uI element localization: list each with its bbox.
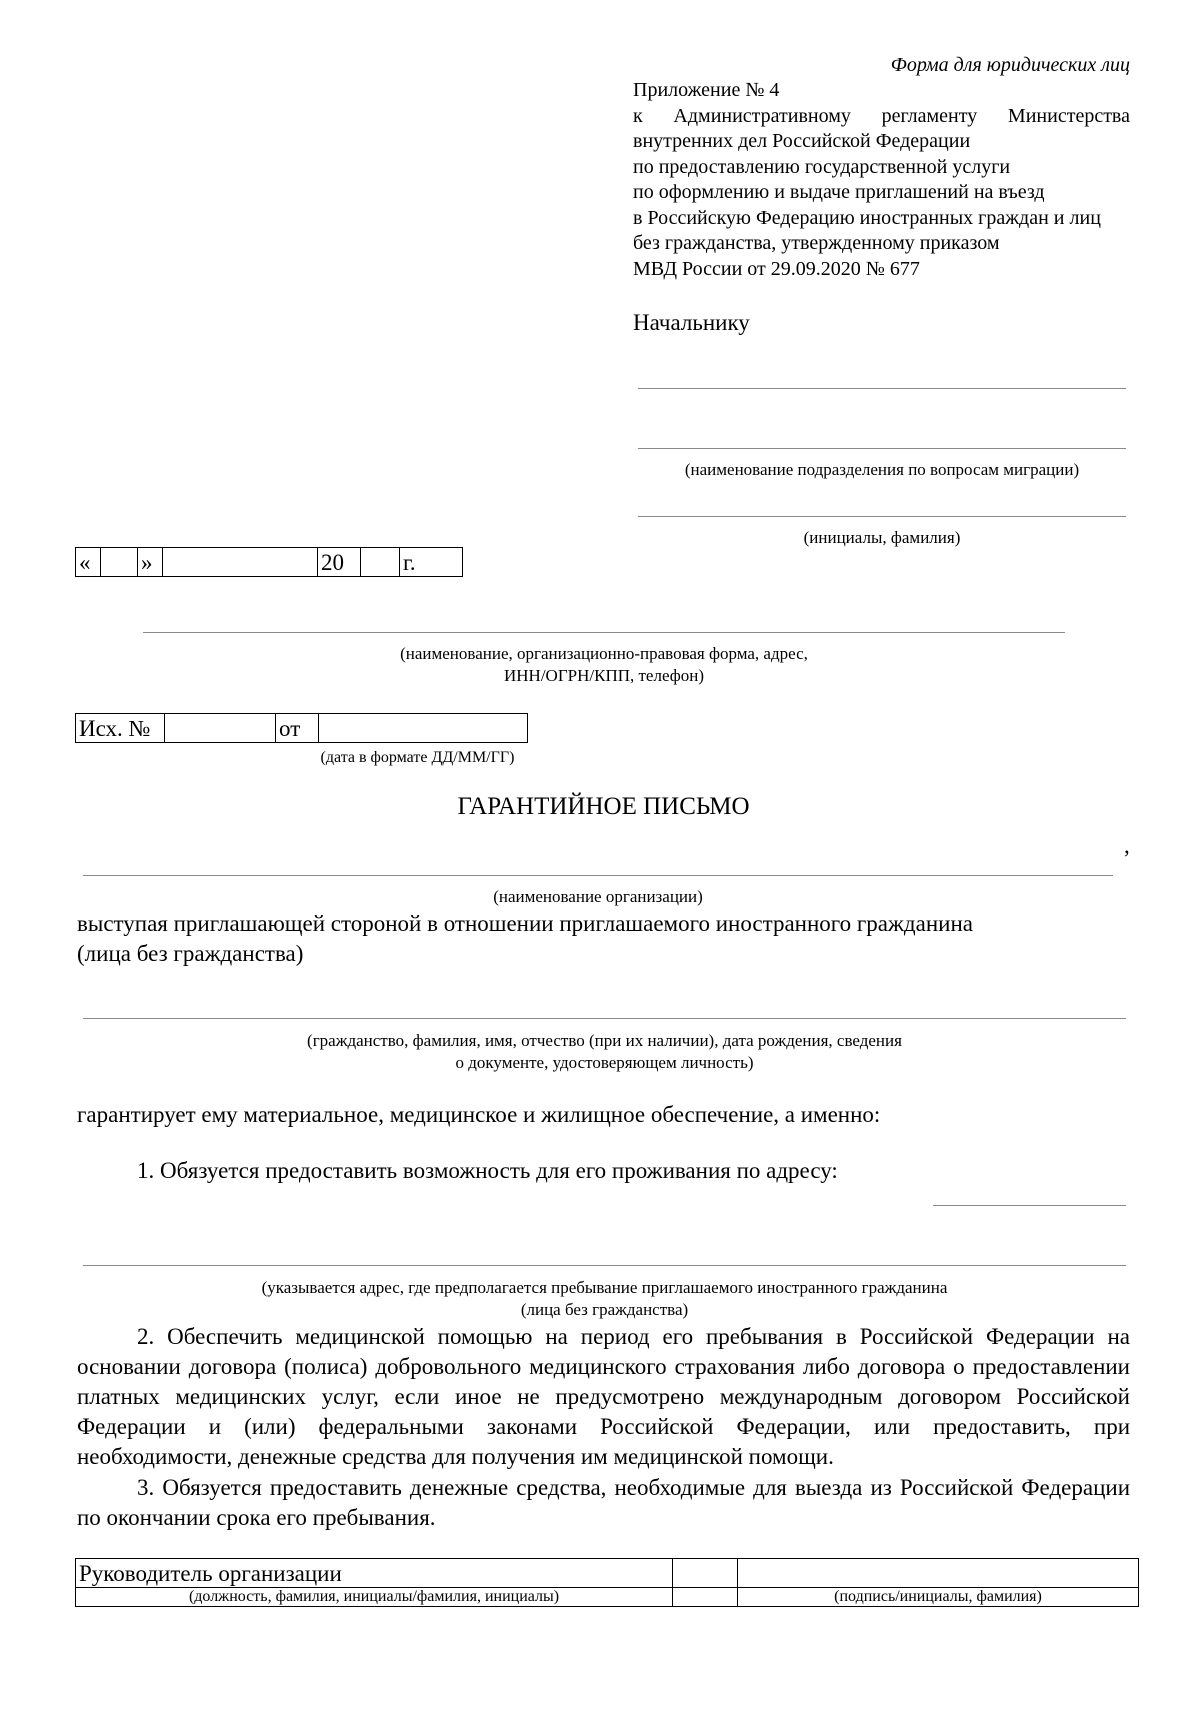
signature-table: [75, 1558, 1139, 1607]
date-table: [75, 547, 463, 577]
appendix-line: внутренних дел Российской Федерации: [633, 130, 971, 152]
appendix-line: в Российскую Федерацию иностранных граждан и лиц: [633, 206, 1101, 229]
document-title: ГАРАНТИЙНОЕ ПИСЬМО: [457, 793, 750, 820]
outgoing-table: [75, 713, 528, 743]
signature-field[interactable]: [738, 1559, 1139, 1588]
form-type-label: Форма для юридических лиц: [890, 54, 1130, 76]
date-close-quote: »: [138, 548, 163, 577]
appendix-line: по оформлению и выдаче приглашений на въезд: [633, 181, 1045, 203]
outgoing-number-field[interactable]: [165, 714, 276, 743]
addressee-line-1[interactable]: [638, 388, 1126, 389]
caption-initials-surname: (инициалы, фамилия): [803, 528, 961, 547]
caption-org-details-line: (наименование, организационно-правовая форма, адрес,: [400, 644, 808, 663]
date-month-field[interactable]: [163, 548, 318, 577]
host-paragraph-line: выступая приглашающей стороной в отношении приглашаемого иностранного гражданина: [77, 911, 973, 936]
addressee-title: Начальнику: [633, 310, 750, 335]
date-year-prefix: 20: [318, 548, 361, 577]
outgoing-number-label: Исх. №: [76, 714, 165, 743]
caption-residence-address: [83, 1277, 1126, 1321]
item-2-medical: 2. Обеспечить медицинской помощью на период его пребывания в Российской Федерации на основании договора (полиса) добровольного медицинского страхования либо договора о предоставлении платных медицинских услуг, если иное не предусмотрено международным договором Российской Федерации и (или) федеральными законами Российской Федерации, или предоставить, при необходимости, денежные средства для получения им медицинской помощи.: [77, 1324, 1130, 1469]
date-year-field[interactable]: [361, 548, 400, 577]
caption-residence-address-line: (лица без гражданства): [520, 1300, 689, 1319]
outgoing-date-field[interactable]: [319, 714, 528, 743]
item-1-residence: 1. Обязуется предоставить возможность для его проживания по адресу:: [137, 1158, 838, 1183]
caption-org-details-line: ИНН/ОГРН/КПП, телефон): [504, 666, 704, 685]
appendix-line: МВД России от 29.09.2020 № 677: [633, 257, 920, 280]
date-year-suffix: г.: [400, 548, 463, 577]
residence-address-line-1[interactable]: [933, 1205, 1126, 1206]
addressee-line-2[interactable]: [638, 448, 1126, 449]
signature-spacer: [673, 1559, 738, 1588]
comma-mark: ,: [1124, 833, 1130, 858]
caption-person-details: [83, 1030, 1126, 1074]
caption-signature-initials: (подпись/инициалы, фамилия): [738, 1588, 1139, 1607]
caption-date-format: (дата в формате ДД/ММ/ГГ): [320, 749, 515, 766]
guarantee-paragraph: гарантирует ему материальное, медицинское и жилищное обеспечение, а именно:: [77, 1102, 881, 1127]
caption-organization-name: (наименование организации): [493, 887, 703, 906]
organization-name-line[interactable]: [83, 875, 1113, 876]
date-open-quote: «: [76, 548, 101, 577]
outgoing-from-label: от: [276, 714, 319, 743]
appendix-block: [633, 78, 1130, 282]
caption-person-details-line: о документе, удостоверяющем личность): [455, 1053, 754, 1072]
person-details-line[interactable]: [83, 1018, 1126, 1019]
item-3-departure: 3. Обязуется предоставить денежные средства, необходимые для выезда из Российской Федерации по окончании срока его пребывания.: [77, 1475, 1130, 1530]
residence-address-line-2[interactable]: [83, 1265, 1126, 1266]
addressee-line-3[interactable]: [638, 516, 1126, 517]
caption-person-details-line: (гражданство, фамилия, имя, отчество (при их наличии), дата рождения, сведения: [307, 1031, 902, 1050]
caption-position-name: (должность, фамилия, инициалы/фамилия, инициалы): [76, 1588, 673, 1607]
signature-caption-spacer: [673, 1588, 738, 1607]
appendix-line: без гражданства, утвержденному приказом: [633, 232, 1000, 254]
signature-label: Руководитель организации: [76, 1559, 673, 1588]
caption-residence-address-line: (указывается адрес, где предполагается пребывание приглашаемого иностранного гражданина: [261, 1278, 948, 1297]
host-paragraph-line: (лица без гражданства): [77, 941, 304, 966]
appendix-line: по предоставлению государственной услуги: [633, 155, 1011, 178]
appendix-line: к Административному регламенту Министерства: [633, 104, 1130, 127]
caption-migration-unit: (наименование подразделения по вопросам миграции): [684, 460, 1080, 479]
date-day-field[interactable]: [101, 548, 138, 577]
caption-org-details: [143, 643, 1065, 687]
appendix-line: Приложение № 4: [633, 79, 780, 101]
organization-details-line[interactable]: [143, 632, 1065, 633]
host-paragraph: [77, 909, 1130, 969]
